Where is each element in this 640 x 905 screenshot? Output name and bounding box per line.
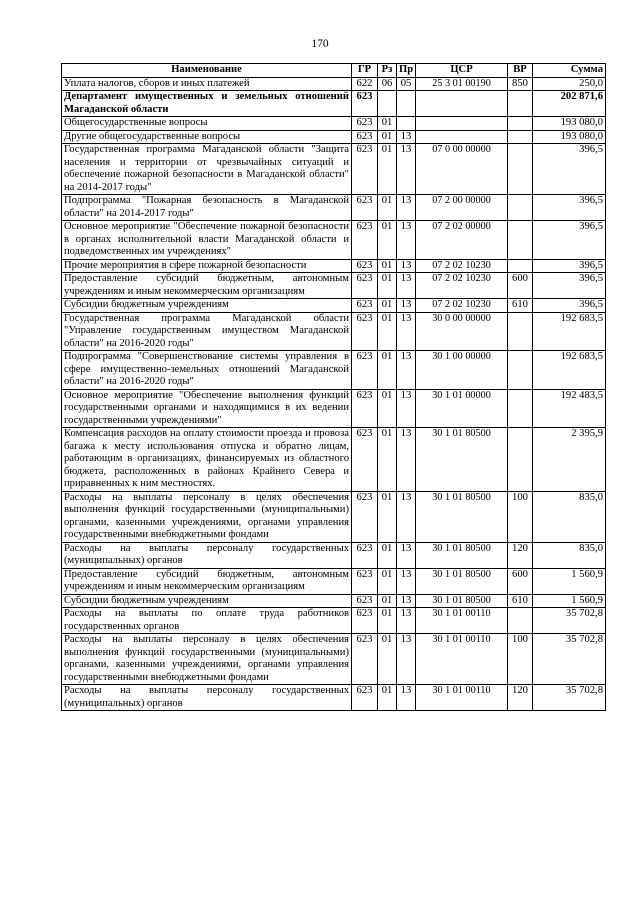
cell-csr: 25 3 01 00190 [416, 77, 508, 91]
cell-gr: 623 [352, 389, 378, 428]
cell-pr: 13 [397, 568, 416, 594]
cell-rz: 01 [378, 594, 397, 608]
cell-rz: 01 [378, 117, 397, 131]
cell-vr [508, 91, 533, 117]
cell-pr: 13 [397, 299, 416, 313]
table-row [62, 542, 606, 568]
cell-gr: 623 [352, 594, 378, 608]
table-row [62, 91, 606, 117]
cell-sum: 193 080,0 [533, 130, 606, 144]
cell-vr [508, 130, 533, 144]
cell-gr: 623 [352, 130, 378, 144]
table-row [62, 77, 606, 91]
cell-vr: 610 [508, 299, 533, 313]
cell-sum: 396,5 [533, 195, 606, 221]
cell-name: Компенсация расходов на оплату стоимости проезда и провоза багажа к месту использования отпуска и обратно лицам, работающим в организациях, финансируемых из областного бюджета, расположенных в районах Крайнего Севера и приравненных к ним местностях. [62, 428, 352, 492]
cell-vr: 120 [508, 542, 533, 568]
cell-name: Расходы на выплаты персоналу в целях обеспечения выполнения функций государственными (муниципальными) органами, казенными учреждениями, органами управления государственными внебюджетными фондами [62, 634, 352, 685]
table-row [62, 634, 606, 685]
cell-gr: 623 [352, 221, 378, 260]
cell-name: Расходы на выплаты по оплате труда работников государственных органов [62, 608, 352, 634]
cell-csr: 30 1 01 00110 [416, 685, 508, 711]
table-row [62, 491, 606, 542]
cell-vr: 600 [508, 273, 533, 299]
table-row [62, 685, 606, 711]
budget-table [61, 63, 606, 711]
table-row [62, 221, 606, 260]
cell-pr: 13 [397, 273, 416, 299]
cell-rz: 01 [378, 491, 397, 542]
cell-csr: 07 2 02 00000 [416, 221, 508, 260]
cell-rz: 01 [378, 428, 397, 492]
cell-csr: 07 0 00 00000 [416, 144, 508, 195]
cell-name: Предоставление субсидий бюджетным, автономным учреждениям и иным некоммерческим организациям [62, 568, 352, 594]
cell-rz: 01 [378, 312, 397, 351]
cell-csr: 30 0 00 00000 [416, 312, 508, 351]
cell-vr [508, 144, 533, 195]
cell-rz: 01 [378, 144, 397, 195]
table-row [62, 130, 606, 144]
cell-pr: 13 [397, 542, 416, 568]
cell-vr: 600 [508, 568, 533, 594]
cell-gr: 623 [352, 685, 378, 711]
cell-sum: 1 560,9 [533, 568, 606, 594]
cell-csr: 30 1 01 80500 [416, 491, 508, 542]
cell-csr: 30 1 01 80500 [416, 594, 508, 608]
cell-rz: 06 [378, 77, 397, 91]
cell-name: Подпрограмма "Пожарная безопасность в Магаданской области" на 2014-2017 годы" [62, 195, 352, 221]
cell-name: Департамент имущественных и земельных отношений Магаданской области [62, 91, 352, 117]
header-sum: Сумма [533, 64, 606, 78]
header-name: Наименование [62, 64, 352, 78]
table-row [62, 608, 606, 634]
table-row [62, 195, 606, 221]
cell-gr: 623 [352, 568, 378, 594]
cell-sum: 396,5 [533, 273, 606, 299]
cell-name: Расходы на выплаты персоналу в целях обеспечения выполнения функций государственными (муниципальными) органами, казенными учреждениями, органами управления государственными внебюджетными фондами [62, 491, 352, 542]
cell-sum: 396,5 [533, 299, 606, 313]
header-pr: Пр [397, 64, 416, 78]
cell-name: Расходы на выплаты персоналу государственных (муниципальных) органов [62, 685, 352, 711]
table-row [62, 351, 606, 390]
cell-sum: 835,0 [533, 542, 606, 568]
cell-gr: 623 [352, 273, 378, 299]
cell-name: Расходы на выплаты персоналу государственных (муниципальных) органов [62, 542, 352, 568]
cell-gr: 623 [352, 351, 378, 390]
cell-vr: 100 [508, 491, 533, 542]
cell-rz: 01 [378, 351, 397, 390]
cell-gr: 623 [352, 634, 378, 685]
cell-rz: 01 [378, 608, 397, 634]
header-csr: ЦСР [416, 64, 508, 78]
cell-vr [508, 428, 533, 492]
cell-sum: 35 702,8 [533, 634, 606, 685]
cell-name: Субсидии бюджетным учреждениям [62, 594, 352, 608]
cell-sum: 2 395,9 [533, 428, 606, 492]
cell-pr: 13 [397, 491, 416, 542]
cell-pr: 13 [397, 351, 416, 390]
cell-name: Субсидии бюджетным учреждениям [62, 299, 352, 313]
cell-name: Государственная программа Магаданской области "Защита населения и территории от чрезвычайных ситуаций и обеспечение пожарной безопасности в Магаданской области" на 2014-2017 годы" [62, 144, 352, 195]
cell-sum: 192 483,5 [533, 389, 606, 428]
cell-rz: 01 [378, 542, 397, 568]
cell-gr: 623 [352, 428, 378, 492]
cell-gr: 623 [352, 259, 378, 273]
cell-vr [508, 608, 533, 634]
cell-csr: 30 1 01 00110 [416, 634, 508, 685]
cell-rz: 01 [378, 389, 397, 428]
cell-vr: 100 [508, 634, 533, 685]
cell-csr [416, 130, 508, 144]
header-vr: ВР [508, 64, 533, 78]
cell-vr: 120 [508, 685, 533, 711]
table-row [62, 312, 606, 351]
cell-pr: 13 [397, 389, 416, 428]
cell-csr: 30 1 01 80500 [416, 568, 508, 594]
cell-name: Государственная программа Магаданской области "Управление государственным имуществом Магаданской области" на 2016-2020 годы" [62, 312, 352, 351]
table-row [62, 273, 606, 299]
cell-vr: 850 [508, 77, 533, 91]
cell-sum: 396,5 [533, 221, 606, 260]
cell-pr: 13 [397, 259, 416, 273]
cell-csr: 07 2 00 00000 [416, 195, 508, 221]
cell-pr: 13 [397, 608, 416, 634]
table-row [62, 259, 606, 273]
cell-gr: 623 [352, 299, 378, 313]
cell-vr: 610 [508, 594, 533, 608]
table-row [62, 117, 606, 131]
cell-name: Предоставление субсидий бюджетным, автономным учреждениям и иным некоммерческим организациям [62, 273, 352, 299]
header-gr: ГР [352, 64, 378, 78]
cell-sum: 35 702,8 [533, 608, 606, 634]
cell-pr: 05 [397, 77, 416, 91]
cell-rz: 01 [378, 130, 397, 144]
cell-gr: 623 [352, 117, 378, 131]
cell-name: Уплата налогов, сборов и иных платежей [62, 77, 352, 91]
cell-rz: 01 [378, 634, 397, 685]
cell-sum: 1 560,9 [533, 594, 606, 608]
cell-csr [416, 91, 508, 117]
table-row [62, 428, 606, 492]
cell-pr: 13 [397, 195, 416, 221]
cell-pr: 13 [397, 144, 416, 195]
cell-rz: 01 [378, 221, 397, 260]
cell-name: Подпрограмма "Совершенствование системы управления в сфере имущественно-земельных отношений Магаданской области" на 2016-2020 годы" [62, 351, 352, 390]
cell-sum: 192 683,5 [533, 351, 606, 390]
cell-name: Прочие мероприятия в сфере пожарной безопасности [62, 259, 352, 273]
header-rz: Рз [378, 64, 397, 78]
cell-gr: 623 [352, 195, 378, 221]
table-row [62, 144, 606, 195]
cell-pr: 13 [397, 685, 416, 711]
cell-gr: 623 [352, 144, 378, 195]
cell-csr: 07 2 02 10230 [416, 299, 508, 313]
table-row [62, 568, 606, 594]
cell-sum: 202 871,6 [533, 91, 606, 117]
cell-name: Общегосударственные вопросы [62, 117, 352, 131]
cell-pr [397, 91, 416, 117]
cell-gr: 622 [352, 77, 378, 91]
cell-gr: 623 [352, 608, 378, 634]
cell-sum: 192 683,5 [533, 312, 606, 351]
cell-gr: 623 [352, 312, 378, 351]
page-number: 170 [311, 38, 329, 50]
cell-sum: 835,0 [533, 491, 606, 542]
cell-csr: 30 1 01 00000 [416, 389, 508, 428]
cell-pr: 13 [397, 221, 416, 260]
cell-vr [508, 221, 533, 260]
cell-rz: 01 [378, 568, 397, 594]
cell-rz: 01 [378, 685, 397, 711]
cell-sum: 396,5 [533, 144, 606, 195]
cell-name: Основное мероприятие "Обеспечение выполнения функций государственными органами и находящимися в их ведении государственными учреждениями" [62, 389, 352, 428]
table-row [62, 299, 606, 313]
cell-sum: 35 702,8 [533, 685, 606, 711]
cell-csr: 30 1 00 00000 [416, 351, 508, 390]
cell-rz: 01 [378, 273, 397, 299]
cell-pr: 13 [397, 634, 416, 685]
table-header-row [62, 64, 606, 78]
cell-sum: 396,5 [533, 259, 606, 273]
cell-vr [508, 259, 533, 273]
cell-csr: 30 1 01 00110 [416, 608, 508, 634]
cell-pr: 13 [397, 428, 416, 492]
cell-pr: 13 [397, 594, 416, 608]
cell-vr [508, 195, 533, 221]
cell-vr [508, 117, 533, 131]
cell-csr: 07 2 02 10230 [416, 259, 508, 273]
table-row [62, 389, 606, 428]
cell-name: Другие общегосударственные вопросы [62, 130, 352, 144]
table-row [62, 594, 606, 608]
cell-rz: 01 [378, 195, 397, 221]
cell-vr [508, 389, 533, 428]
cell-csr: 07 2 02 10230 [416, 273, 508, 299]
cell-csr [416, 117, 508, 131]
cell-sum: 193 080,0 [533, 117, 606, 131]
cell-pr: 13 [397, 312, 416, 351]
cell-gr: 623 [352, 491, 378, 542]
cell-rz: 01 [378, 299, 397, 313]
cell-rz: 01 [378, 259, 397, 273]
cell-sum: 250,0 [533, 77, 606, 91]
cell-gr: 623 [352, 542, 378, 568]
cell-csr: 30 1 01 80500 [416, 542, 508, 568]
cell-name: Основное мероприятие "Обеспечение пожарной безопасности в органах исполнительной власти Магаданской области и подведомственных им учреждениях" [62, 221, 352, 260]
cell-gr: 623 [352, 91, 378, 117]
cell-vr [508, 312, 533, 351]
cell-pr: 13 [397, 130, 416, 144]
cell-vr [508, 351, 533, 390]
cell-csr: 30 1 01 80500 [416, 428, 508, 492]
table-body [62, 77, 606, 711]
cell-rz [378, 91, 397, 117]
cell-pr [397, 117, 416, 131]
